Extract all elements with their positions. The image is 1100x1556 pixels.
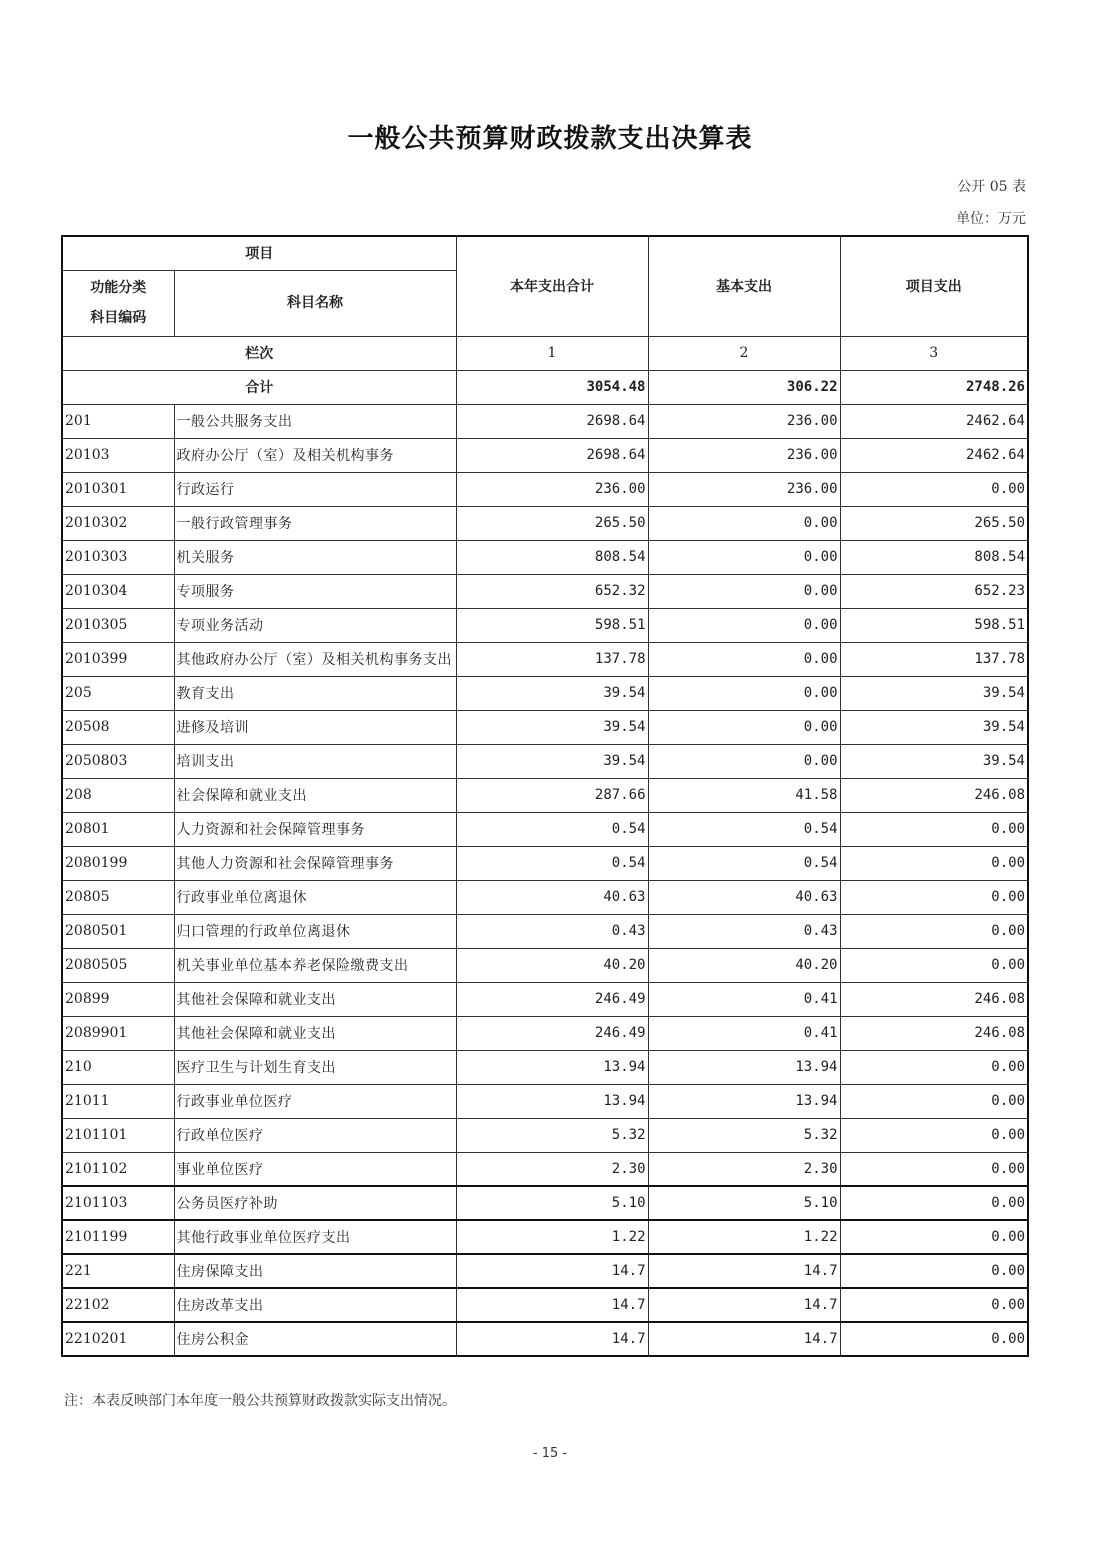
basic-cell: 0.43 (648, 914, 840, 948)
table-row (62, 540, 1028, 574)
subject-code-cell: 2089901 (62, 1016, 174, 1050)
subject-name-cell: 公务员医疗补助 (174, 1186, 456, 1220)
project-cell: 265.50 (840, 506, 1028, 540)
subject-code-cell: 2210201 (62, 1322, 174, 1356)
project-cell: 39.54 (840, 676, 1028, 710)
total-cell: 1.22 (456, 1220, 648, 1254)
total-cell: 39.54 (456, 744, 648, 778)
basic-cell: 0.00 (648, 710, 840, 744)
subject-name-cell: 机关服务 (174, 540, 456, 574)
table-row (62, 1220, 1028, 1254)
total-cell: 2.30 (456, 1152, 648, 1186)
subject-name-cell: 其他行政事业单位医疗支出 (174, 1220, 456, 1254)
project-cell: 0.00 (840, 1186, 1028, 1220)
table-row (62, 438, 1028, 472)
page-title: 一般公共预算财政拨款支出决算表 (347, 124, 753, 154)
column-number: 3 (840, 336, 1028, 370)
subject-code-cell: 2050803 (62, 744, 174, 778)
project-cell: 652.23 (840, 574, 1028, 608)
basic-cell: 0.00 (648, 506, 840, 540)
subject-code-cell: 2010304 (62, 574, 174, 608)
subject-code-cell: 20899 (62, 982, 174, 1016)
table-row (62, 1254, 1028, 1288)
subject-code-cell: 20508 (62, 710, 174, 744)
subject-name-cell: 医疗卫生与计划生育支出 (174, 1050, 456, 1084)
project-cell: 137.78 (840, 642, 1028, 676)
basic-cell: 0.00 (648, 744, 840, 778)
total-cell: 14.7 (456, 1322, 648, 1356)
basic-cell: 0.00 (648, 642, 840, 676)
basic-cell: 236.00 (648, 472, 840, 506)
table-row (62, 642, 1028, 676)
total-cell: 265.50 (456, 506, 648, 540)
column-number: 1 (456, 336, 648, 370)
table-row (62, 982, 1028, 1016)
subject-code-cell: 201 (62, 404, 174, 438)
total-label: 合计 (62, 370, 456, 404)
total-cell: 39.54 (456, 676, 648, 710)
table-row (62, 1118, 1028, 1152)
project-cell: 0.00 (840, 1050, 1028, 1084)
subject-name-cell: 进修及培训 (174, 710, 456, 744)
total-cell: 0.54 (456, 812, 648, 846)
table-row (62, 506, 1028, 540)
total-cell: 13.94 (456, 1050, 648, 1084)
subject-name-cell: 社会保障和就业支出 (174, 778, 456, 812)
subject-name-cell: 住房保障支出 (174, 1254, 456, 1288)
total-cell: 14.7 (456, 1288, 648, 1322)
subject-name-cell: 机关事业单位基本养老保险缴费支出 (174, 948, 456, 982)
total-cell: 808.54 (456, 540, 648, 574)
table-row (62, 948, 1028, 982)
subject-code-cell: 205 (62, 676, 174, 710)
subject-code-cell: 2101102 (62, 1152, 174, 1186)
basic-cell: 5.32 (648, 1118, 840, 1152)
table-row (62, 676, 1028, 710)
total-cell: 287.66 (456, 778, 648, 812)
subject-code-cell: 20805 (62, 880, 174, 914)
table-row (62, 778, 1028, 812)
subject-code-cell: 20801 (62, 812, 174, 846)
project-cell: 0.00 (840, 1118, 1028, 1152)
subject-name-cell: 一般行政管理事务 (174, 506, 456, 540)
total-cell: 246.49 (456, 982, 648, 1016)
subject-name-cell: 行政运行 (174, 472, 456, 506)
basic-cell: 13.94 (648, 1084, 840, 1118)
total-cell: 13.94 (456, 1084, 648, 1118)
subject-name-cell: 其他社会保障和就业支出 (174, 1016, 456, 1050)
subject-name-cell: 其他政府办公厅（室）及相关机构事务支出 (174, 642, 456, 676)
project-cell: 246.08 (840, 982, 1028, 1016)
project-cell: 0.00 (840, 472, 1028, 506)
project-cell: 39.54 (840, 744, 1028, 778)
table-row (62, 846, 1028, 880)
total-cell: 2698.64 (456, 404, 648, 438)
project-cell: 0.00 (840, 948, 1028, 982)
subject-name-cell: 人力资源和社会保障管理事务 (174, 812, 456, 846)
subject-code-cell: 2101103 (62, 1186, 174, 1220)
total-cell: 0.43 (456, 914, 648, 948)
basic-cell: 0.41 (648, 1016, 840, 1050)
table-number: 公开 05 表 (957, 179, 1026, 195)
basic-cell: 13.94 (648, 1050, 840, 1084)
total-basic: 306.22 (648, 370, 840, 404)
project-cell: 246.08 (840, 1016, 1028, 1050)
total-cell: 39.54 (456, 710, 648, 744)
basic-cell: 0.41 (648, 982, 840, 1016)
header-item: 项目 (62, 236, 456, 270)
header-code-label: 科目编码 (90, 310, 147, 326)
budget-table (61, 235, 1029, 1357)
basic-cell: 2.30 (648, 1152, 840, 1186)
table-row (62, 1050, 1028, 1084)
subject-name-cell: 政府办公厅（室）及相关机构事务 (174, 438, 456, 472)
subject-code-cell: 221 (62, 1254, 174, 1288)
table-row (62, 1152, 1028, 1186)
total-cell: 137.78 (456, 642, 648, 676)
basic-cell: 0.00 (648, 676, 840, 710)
project-cell: 0.00 (840, 1288, 1028, 1322)
project-cell: 0.00 (840, 1254, 1028, 1288)
table-row (62, 812, 1028, 846)
table-row (62, 1016, 1028, 1050)
subject-code-cell: 2080505 (62, 948, 174, 982)
page-number: - 15 - (532, 1446, 568, 1461)
subject-name-cell: 行政单位医疗 (174, 1118, 456, 1152)
project-cell: 2462.64 (840, 404, 1028, 438)
basic-cell: 0.00 (648, 608, 840, 642)
project-cell: 246.08 (840, 778, 1028, 812)
subject-code-cell: 2080501 (62, 914, 174, 948)
header-total: 本年支出合计 (456, 236, 648, 336)
subject-code-cell: 2101199 (62, 1220, 174, 1254)
subject-code-cell: 21011 (62, 1084, 174, 1118)
basic-cell: 14.7 (648, 1288, 840, 1322)
subject-name-cell: 教育支出 (174, 676, 456, 710)
project-cell: 0.00 (840, 846, 1028, 880)
total-cell: 246.49 (456, 1016, 648, 1050)
table-row (62, 914, 1028, 948)
basic-cell: 236.00 (648, 404, 840, 438)
footnote: 注：本表反映部门本年度一般公共预算财政拨款实际支出情况。 (64, 1393, 456, 1409)
subject-name-cell: 行政事业单位医疗 (174, 1084, 456, 1118)
total-cell: 652.32 (456, 574, 648, 608)
total-cell: 5.10 (456, 1186, 648, 1220)
subject-name-cell: 培训支出 (174, 744, 456, 778)
table-row (62, 710, 1028, 744)
basic-cell: 40.63 (648, 880, 840, 914)
basic-cell: 40.20 (648, 948, 840, 982)
subject-name-cell: 专项业务活动 (174, 608, 456, 642)
subject-code-cell: 2010303 (62, 540, 174, 574)
basic-cell: 0.00 (648, 574, 840, 608)
subject-name-cell: 住房改革支出 (174, 1288, 456, 1322)
basic-cell: 14.7 (648, 1254, 840, 1288)
table-row (62, 1186, 1028, 1220)
total-cell: 14.7 (456, 1254, 648, 1288)
subject-name-cell: 归口管理的行政单位离退休 (174, 914, 456, 948)
table-row (62, 1288, 1028, 1322)
project-cell: 808.54 (840, 540, 1028, 574)
header-project: 项目支出 (840, 236, 1028, 336)
header-subject-code (62, 270, 174, 336)
total-sum: 3054.48 (456, 370, 648, 404)
subject-code-cell: 20103 (62, 438, 174, 472)
subject-code-cell: 2101101 (62, 1118, 174, 1152)
header-subject-name: 科目名称 (174, 270, 456, 336)
basic-cell: 41.58 (648, 778, 840, 812)
project-cell: 0.00 (840, 1084, 1028, 1118)
total-cell: 236.00 (456, 472, 648, 506)
subject-code-cell: 2010301 (62, 472, 174, 506)
table-row (62, 880, 1028, 914)
subject-name-cell: 一般公共服务支出 (174, 404, 456, 438)
subject-name-cell: 其他社会保障和就业支出 (174, 982, 456, 1016)
project-cell: 598.51 (840, 608, 1028, 642)
basic-cell: 1.22 (648, 1220, 840, 1254)
table-row (62, 472, 1028, 506)
total-cell: 40.63 (456, 880, 648, 914)
table-row (62, 1084, 1028, 1118)
table-row (62, 608, 1028, 642)
basic-cell: 236.00 (648, 438, 840, 472)
project-cell: 0.00 (840, 1152, 1028, 1186)
subject-name-cell: 事业单位医疗 (174, 1152, 456, 1186)
project-cell: 0.00 (840, 914, 1028, 948)
table-row (62, 1322, 1028, 1356)
total-cell: 5.32 (456, 1118, 648, 1152)
header-func-code: 功能分类 (90, 280, 147, 296)
basic-cell: 0.54 (648, 812, 840, 846)
subject-code-cell: 22102 (62, 1288, 174, 1322)
table-row (62, 744, 1028, 778)
header-basic: 基本支出 (648, 236, 840, 336)
basic-cell: 5.10 (648, 1186, 840, 1220)
subject-code-cell: 2010305 (62, 608, 174, 642)
basic-cell: 0.00 (648, 540, 840, 574)
total-cell: 40.20 (456, 948, 648, 982)
project-cell: 0.00 (840, 812, 1028, 846)
subject-name-cell: 住房公积金 (174, 1322, 456, 1356)
project-cell: 39.54 (840, 710, 1028, 744)
total-cell: 598.51 (456, 608, 648, 642)
total-cell: 0.54 (456, 846, 648, 880)
subject-code-cell: 2080199 (62, 846, 174, 880)
table-row (62, 404, 1028, 438)
total-cell: 2698.64 (456, 438, 648, 472)
column-number-label: 栏次 (62, 336, 456, 370)
subject-code-cell: 2010302 (62, 506, 174, 540)
project-cell: 0.00 (840, 1322, 1028, 1356)
unit-label: 单位：万元 (956, 211, 1026, 227)
column-number: 2 (648, 336, 840, 370)
basic-cell: 14.7 (648, 1322, 840, 1356)
table-row (62, 574, 1028, 608)
subject-code-cell: 2010399 (62, 642, 174, 676)
subject-name-cell: 行政事业单位离退休 (174, 880, 456, 914)
project-cell: 0.00 (840, 880, 1028, 914)
subject-name-cell: 专项服务 (174, 574, 456, 608)
basic-cell: 0.54 (648, 846, 840, 880)
total-project: 2748.26 (840, 370, 1028, 404)
project-cell: 0.00 (840, 1220, 1028, 1254)
project-cell: 2462.64 (840, 438, 1028, 472)
subject-name-cell: 其他人力资源和社会保障管理事务 (174, 846, 456, 880)
subject-code-cell: 210 (62, 1050, 174, 1084)
subject-code-cell: 208 (62, 778, 174, 812)
